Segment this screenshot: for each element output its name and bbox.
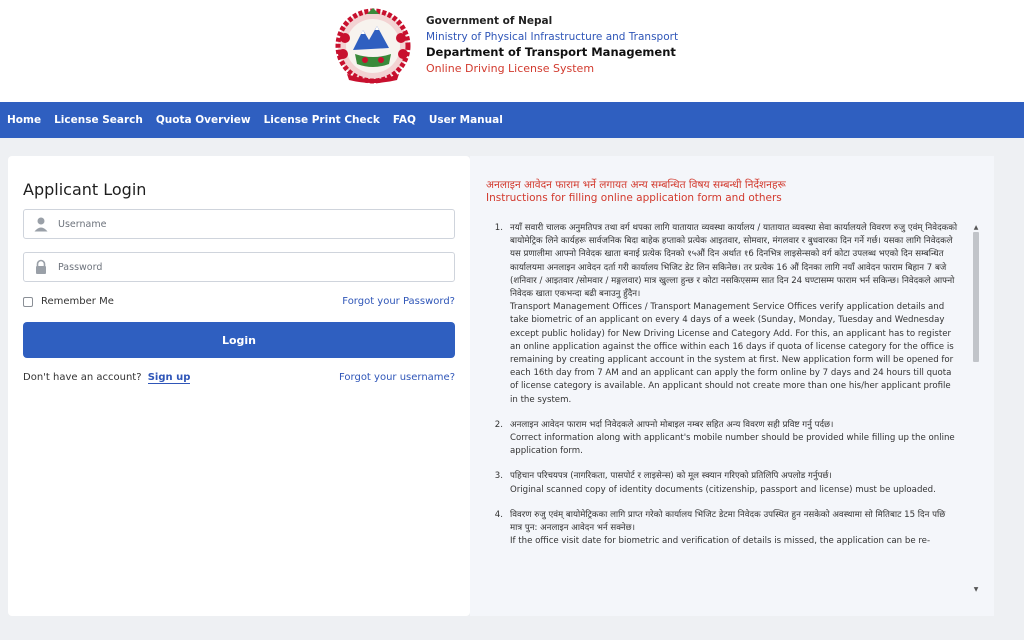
department-title: Department of Transport Management: [426, 45, 676, 59]
lock-icon: [24, 259, 58, 275]
instruction-text-english: Transport Management Offices / Transport Management Service Offices verify application details and take biometric of an applicant on every 4 days of a week (Sunday, Monday, Tuesday and Wednesday except public holiday) for New Driving License and Category Add. For this, an applicant has to register an online application against the office within each 16 days if quota of license category for the office is remaining by creating applicant account in the system at first. New application form will be opened for each 16th day from 7 AM and an applicant can apply the form online by 7 days and 24 hours till quota of license category is available. An applicant should not create more than one his/her applicant profile in the system.: [510, 302, 954, 405]
login-button[interactable]: Login: [23, 322, 455, 358]
nav-license-search[interactable]: License Search: [54, 114, 143, 126]
instruction-item: [486, 419, 960, 459]
instruction-item: [486, 222, 960, 407]
instructions-scroll-area[interactable]: [486, 222, 982, 594]
remember-checkbox[interactable]: [23, 297, 33, 307]
login-title: Applicant Login: [23, 180, 147, 199]
instruction-number: 3.: [494, 471, 503, 482]
signup-link[interactable]: Sign up: [147, 372, 191, 383]
scroll-up-icon[interactable]: ▲: [973, 223, 979, 231]
instruction-item: [486, 470, 960, 496]
instruction-text-english: Correct information along with applicant's mobile number should be provided while filling up the online application form.: [510, 433, 955, 457]
instructions-panel: [470, 156, 994, 616]
system-title: Online Driving License System: [426, 61, 595, 75]
government-title: Government of Nepal: [426, 15, 553, 27]
remember-me[interactable]: [23, 296, 114, 307]
instruction-number: 2.: [494, 419, 503, 430]
instructions-scrollbar[interactable]: [970, 222, 982, 594]
forgot-username-link[interactable]: Forgot your username?: [339, 372, 455, 383]
header-text: [426, 14, 678, 76]
site-header: [0, 0, 1024, 102]
username-field[interactable]: [23, 209, 455, 239]
nav-user-manual[interactable]: User Manual: [428, 114, 503, 126]
password-input[interactable]: [58, 262, 438, 273]
instructions-title-english: Instructions for filling online application form and others: [486, 192, 782, 204]
nav-faq[interactable]: FAQ: [392, 114, 416, 126]
instructions-list: [486, 222, 960, 560]
forgot-password-link[interactable]: Forgot your Password?: [342, 296, 455, 307]
scrollbar-thumb[interactable]: [973, 232, 979, 362]
ministry-title: Ministry of Physical Infrastructure and Transport: [426, 30, 679, 43]
instruction-text-english: If the office visit date for biometric and verification of details is missed, the application can be re-: [510, 536, 931, 547]
scroll-down-icon[interactable]: ▼: [973, 585, 979, 593]
instructions-title-nepali: अनलाइन आवेदन फाराम भर्ने लगायत अन्य सम्बन्धित विषय सम्बन्धी निर्देशनहरू: [486, 179, 786, 191]
instruction-text-nepali: विवरण रुजु एवंम् बायोमेट्रिकका लागि प्राप्त गरेको कार्यालय भिजिट डेटमा निवेदक उपस्थित हुन नसकेको अवस्थामा सो मितिबाट 15 दिन पछि मात्र पुन: अनलाइन आवेदन भर्न सक्नेछ।: [510, 509, 946, 534]
password-field[interactable]: [23, 252, 455, 282]
login-panel: [8, 156, 470, 616]
instruction-text-nepali: पहिचान परिचयपत्र (नागरिकता, पासपोर्ट र लाइसेन्स) को मूल स्क्यान गरिएको प्रतिलिपि अपलोड गर्नुपर्छ।: [510, 471, 832, 482]
scrollbar-track[interactable]: [973, 232, 979, 584]
user-icon: [24, 216, 58, 232]
no-account-text: Don't have an account?: [23, 372, 142, 383]
instruction-number: 1.: [494, 223, 503, 233]
instruction-text-english: Original scanned copy of identity documents (citizenship, passport and license) must be uploaded.: [510, 484, 936, 495]
instruction-item: [486, 509, 960, 549]
instruction-text-nepali: अनलाइन आवेदन फाराम भर्दा निवेदकले आफ्नो मोबाइल नम्बर सहित अन्य विवरण सही प्रविष्ट गर्नु पर्दछ।: [510, 419, 834, 430]
nav-license-print-check[interactable]: License Print Check: [263, 114, 380, 126]
nepal-emblem-icon: [331, 8, 415, 84]
signup-prompt: [23, 372, 190, 383]
nav-home[interactable]: Home: [7, 114, 42, 126]
username-input[interactable]: [58, 219, 438, 230]
remember-label: Remember Me: [41, 296, 114, 307]
main-nav: [0, 102, 1024, 138]
nav-quota-overview[interactable]: Quota Overview: [155, 114, 251, 126]
instruction-text-nepali: नयाँ सवारी चालक अनुमतिपत्र तथा वर्ग थपका लागि यातायात व्यवस्था कार्यालय / यातायात व्यवस्था सेवा कार्यालयले विवरण रुजु एवंम् निवेदकको बायोमेट्रिक लिने कार्यहरू सार्वजनिक बिदा बाहेक हप्ताको प्रत्येक आइतवार, सोमवार, मंगलवार र बुधवारका दिन गर्ने गर्छ। यसका लागि निवेदकले यस प्रणालीमा आफ्नो निवेदक खाता बनाई प्रत्येक दिनको १५औं दिन अर्थात १6 दिनभित्र लाइसेन्सको वर्ग कोटा उपलब्ध भएको दिन सम्बन्धित कार्यालयमा अनलाइन आवेदन दर्ता गरी कार्यालय भिजिट डेट लिन सकिनेछ। तर प्रत्येक 16 औं दिनका लागि नयाँ आवेदन फाराम बिहान 7 बजे (शनिवार / आइतवार /सोमवार / मङ्गलवार) मात्र खुल्ला हुन्छ र कोटा नसकिएसम्म सात दिन 24 घण्टासम्म फाराम भर्न सकिन्छ। निवेदकले आफ्नो निवेदक खाता एकभन्दा बढी बनाउनु हुँदैन।: [510, 223, 958, 300]
instruction-number: 4.: [494, 509, 503, 520]
